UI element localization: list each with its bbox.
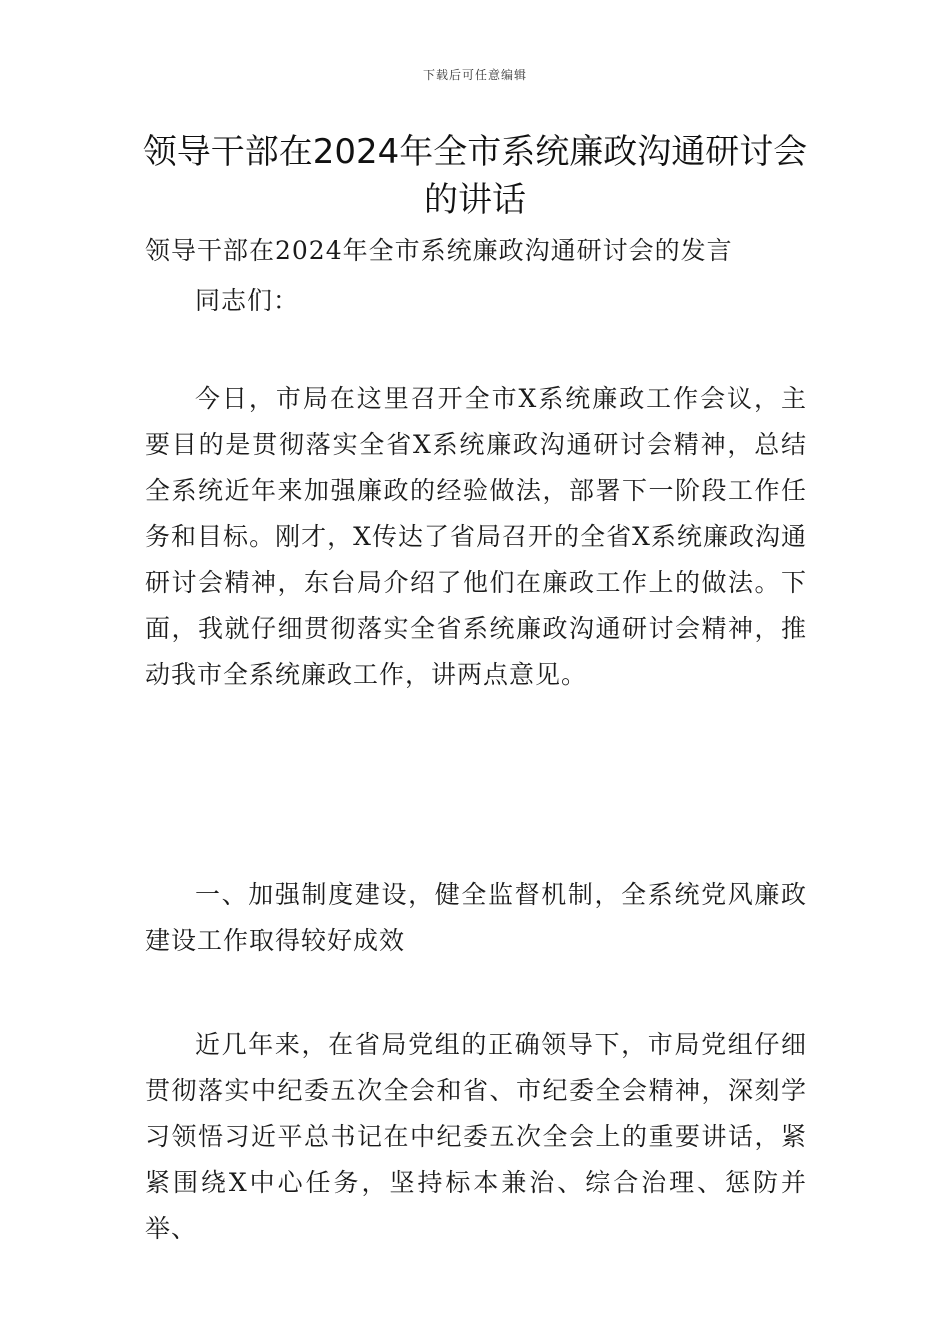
paragraph: 今日，市局在这里召开全市X系统廉政工作会议，主要目的是贯彻落实全省X系统廉政沟通研讨会精神，总结全系统近年来加强廉政的经验做法，部署下一阶段工作任务和目标。刚才，X传达了省局召开的全省X系统廉政沟通研讨会精神，东台局介绍了他们在廉政工作上的做法。下面，我就仔细贯彻落实全省系统廉政沟通研讨会精神，推动我市全系统廉政工作，讲两点意见。 — [145, 384, 807, 689]
paragraph: 近几年来，在省局党组的正确领导下，市局党组仔细贯彻落实中纪委五次全会和省、市纪委全会精神，深刻学习领悟习近平总书记在中纪委五次全会上的重要讲话，紧紧围绕X中心任务，坚持标本兼治、综合治理、惩防并举、 — [145, 1030, 807, 1243]
header-note: 下载后可任意编辑 — [422, 68, 527, 82]
document-subtitle: 领导干部在2024年全市系统廉政沟通研讨会的发言 — [145, 236, 733, 265]
salutation: 同志们： — [195, 286, 300, 315]
document-title: 领导干部在2024年全市系统廉政沟通研讨会的讲话 — [142, 132, 808, 220]
section-heading: 一、加强制度建设，健全监督机制，全系统党风廉政建设工作取得较好成效 — [145, 880, 807, 955]
